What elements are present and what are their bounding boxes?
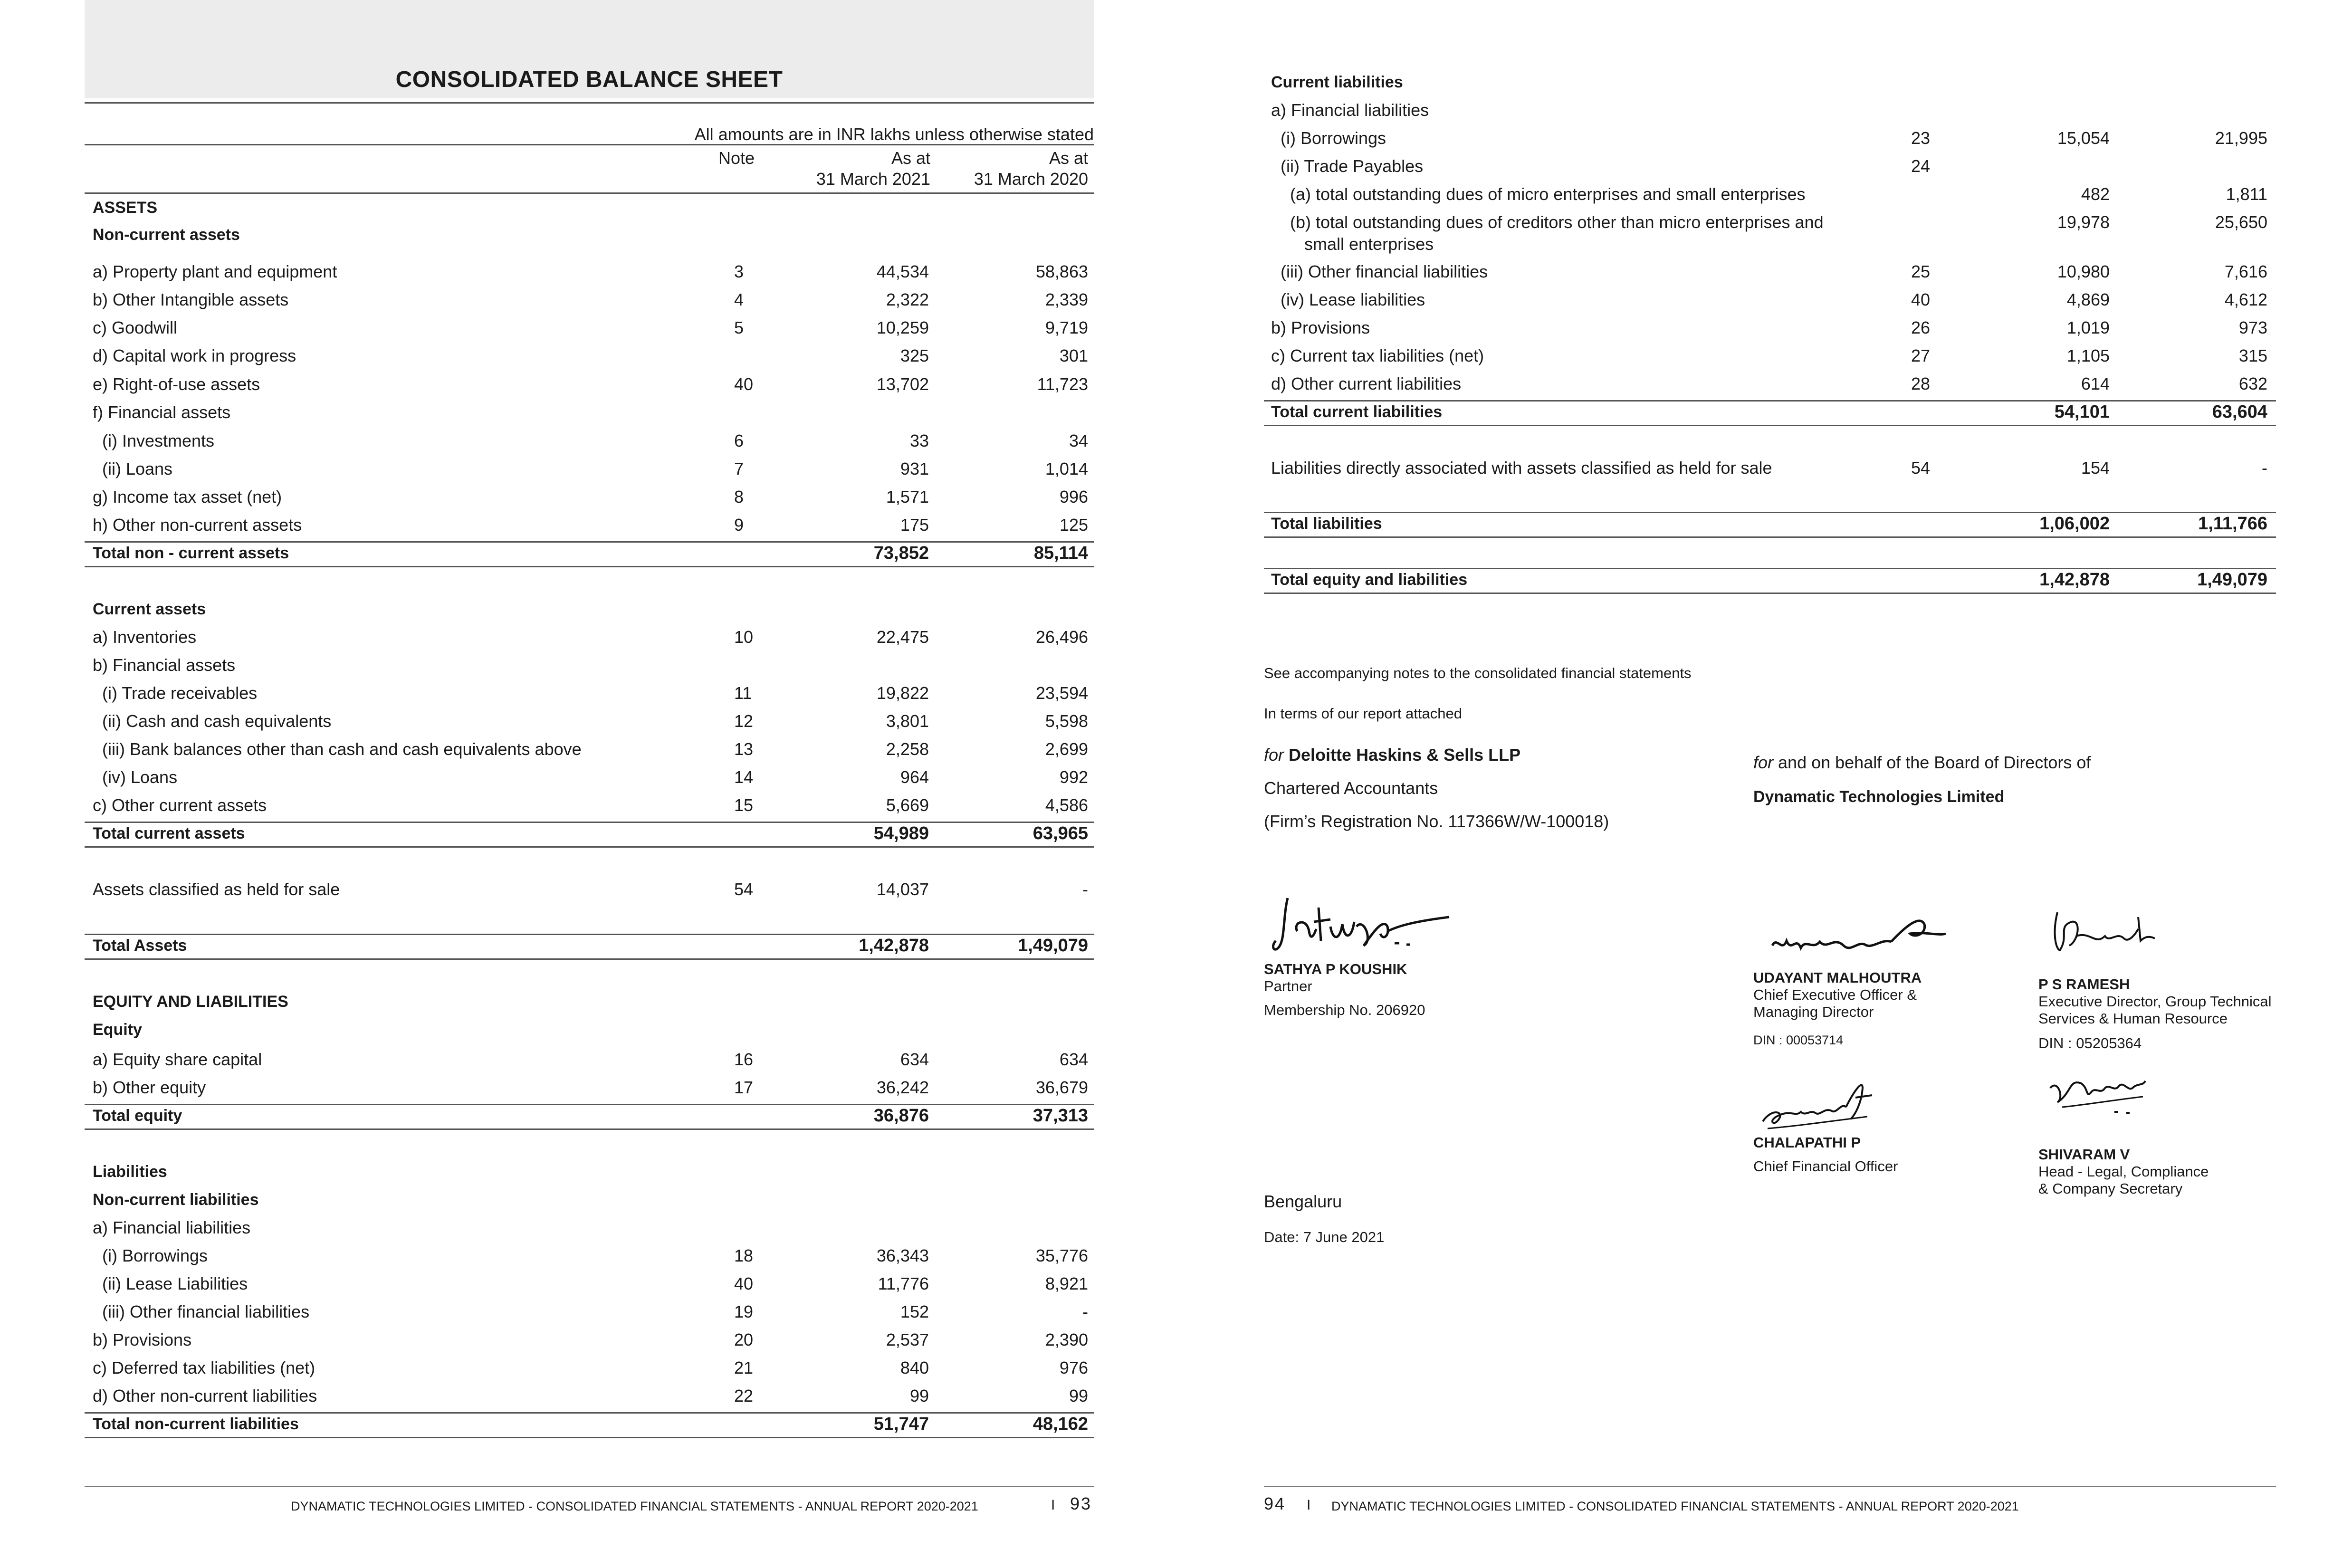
header-top-rule xyxy=(85,144,1094,145)
row-note: 7 xyxy=(734,459,744,478)
row-value-previous-year: 36,679 xyxy=(1035,1078,1088,1097)
total-rule-top xyxy=(1264,400,2276,402)
ed-title-2: Services & Human Resource xyxy=(2038,1010,2228,1027)
row-label: b) Financial assets xyxy=(93,655,236,675)
row-label: Total current assets xyxy=(93,824,245,842)
row-label: (ii) Cash and cash equivalents xyxy=(102,711,332,731)
total-rule-bottom xyxy=(1264,593,2276,594)
row-value-current-year: 5,669 xyxy=(886,795,929,815)
board-line xyxy=(1753,753,2091,773)
row-value-previous-year: 1,014 xyxy=(1045,459,1088,478)
cs-title-2: & Company Secretary xyxy=(2038,1180,2183,1197)
place: Bengaluru xyxy=(1264,1192,1342,1211)
row-label: (i) Trade receivables xyxy=(102,683,258,703)
row-value-previous-year: 63,604 xyxy=(2212,402,2267,422)
row-label: c) Goodwill xyxy=(93,318,178,337)
col-2021-header-a: As at xyxy=(891,148,930,168)
row-label: (iii) Other financial liabilities xyxy=(1281,262,1488,281)
partner-title: Partner xyxy=(1264,978,1312,994)
ed-title-1: Executive Director, Group Technical xyxy=(2038,993,2272,1010)
row-label-cont: small enterprises xyxy=(1304,234,1434,254)
row-note: 54 xyxy=(1911,458,1931,478)
right-footer-rule xyxy=(1264,1486,2276,1487)
row-label: (iv) Loans xyxy=(102,767,178,787)
row-value-previous-year: 1,11,766 xyxy=(2198,514,2267,534)
right-footer-sep: I xyxy=(1307,1497,1311,1513)
row-note: 40 xyxy=(734,374,754,394)
row-label: (iv) Lease liabilities xyxy=(1281,290,1425,309)
row-label: (ii) Loans xyxy=(102,459,173,478)
row-label: Total equity and liabilities xyxy=(1271,571,1468,589)
row-label: Current liabilities xyxy=(1271,73,1403,91)
row-label: a) Equity share capital xyxy=(93,1050,262,1069)
row-value-current-year: 2,322 xyxy=(886,290,929,309)
row-label: (b) total outstanding dues of creditors other than micro enterprises and xyxy=(1290,212,1824,232)
row-note: 18 xyxy=(734,1246,754,1265)
row-value-previous-year: 9,719 xyxy=(1045,318,1088,337)
partner-membership: Membership No. 206920 xyxy=(1264,1002,1425,1018)
header-bottom-rule xyxy=(85,192,1094,194)
row-value-current-year: 14,037 xyxy=(876,880,929,899)
cfo-title: Chief Financial Officer xyxy=(1753,1158,1898,1175)
auditor-firm: Deloitte Haskins & Sells LLP xyxy=(1289,745,1521,765)
row-value-previous-year: 1,811 xyxy=(2226,184,2267,204)
row-value-previous-year: 23,594 xyxy=(1035,683,1088,703)
row-value-previous-year: 1,49,079 xyxy=(2197,570,2267,590)
auditor-role: Chartered Accountants xyxy=(1264,778,1438,798)
row-note: 22 xyxy=(734,1386,754,1405)
signature-shivaram-icon xyxy=(2043,1060,2157,1121)
row-value-current-year: 2,258 xyxy=(886,739,929,759)
signing-date: Date: 7 June 2021 xyxy=(1264,1229,1385,1245)
row-value-previous-year: - xyxy=(2262,458,2267,478)
row-value-previous-year: 26,496 xyxy=(1035,627,1088,647)
row-note: 5 xyxy=(734,318,744,337)
row-label: d) Capital work in progress xyxy=(93,346,296,365)
cs-title-1: Head - Legal, Compliance xyxy=(2038,1163,2209,1180)
row-value-current-year: 1,571 xyxy=(886,487,929,507)
total-rule-bottom xyxy=(85,846,1094,848)
row-label: d) Other current liabilities xyxy=(1271,374,1462,393)
ceo-title-1: Chief Executive Officer & xyxy=(1753,986,1917,1003)
row-note: 54 xyxy=(734,880,754,899)
row-note: 15 xyxy=(734,795,754,815)
col-2020-header-a: As at xyxy=(1049,148,1088,168)
auditor-firm-line xyxy=(1264,745,1520,765)
total-rule-bottom xyxy=(1264,425,2276,426)
row-value-previous-year: 976 xyxy=(1059,1358,1088,1377)
row-label: a) Inventories xyxy=(93,627,197,647)
total-rule-bottom xyxy=(85,1128,1094,1130)
amounts-note: All amounts are in INR lakhs unless otherwise stated xyxy=(694,124,1094,144)
row-label: c) Other current assets xyxy=(93,795,267,815)
row-value-current-year: 51,747 xyxy=(873,1414,929,1434)
row-label: e) Right-of-use assets xyxy=(93,374,260,394)
row-value-previous-year: 48,162 xyxy=(1033,1414,1088,1434)
notes-line: See accompanying notes to the consolidated financial statements xyxy=(1264,665,1692,681)
row-value-current-year: 2,537 xyxy=(886,1330,929,1349)
row-label: (i) Borrowings xyxy=(102,1246,208,1265)
ed-din: DIN : 05205364 xyxy=(2038,1035,2142,1052)
row-value-previous-year: 992 xyxy=(1059,767,1088,787)
row-value-previous-year: 58,863 xyxy=(1035,262,1088,281)
row-note: 16 xyxy=(734,1050,754,1069)
row-value-previous-year: 8,921 xyxy=(1045,1274,1088,1293)
row-label: h) Other non-current assets xyxy=(93,515,302,535)
row-value-current-year: 54,989 xyxy=(873,823,929,843)
signature-udayant-icon xyxy=(1768,908,1948,960)
row-value-previous-year: 996 xyxy=(1059,487,1088,507)
row-note: 40 xyxy=(1911,290,1931,309)
total-rule-top xyxy=(85,934,1094,935)
row-label: Equity xyxy=(93,1021,142,1039)
row-value-previous-year: - xyxy=(1082,880,1088,899)
row-label: b) Other equity xyxy=(93,1078,206,1097)
left-footer-rule xyxy=(85,1486,1094,1487)
row-value-previous-year: 34 xyxy=(1069,431,1088,450)
ceo-name: UDAYANT MALHOUTRA xyxy=(1753,969,1922,986)
row-value-current-year: 3,801 xyxy=(886,711,929,731)
row-label: Liabilities directly associated with assets classified as held for sale xyxy=(1271,458,1772,478)
row-value-current-year: 19,822 xyxy=(876,683,929,703)
row-value-current-year: 1,42,878 xyxy=(2039,570,2110,590)
total-rule-top xyxy=(1264,512,2276,513)
row-value-previous-year: 632 xyxy=(2238,374,2267,393)
row-label: (i) Investments xyxy=(102,431,215,450)
row-note: 4 xyxy=(734,290,744,309)
row-label: Total Assets xyxy=(93,937,187,955)
row-label: (ii) Trade Payables xyxy=(1281,156,1424,176)
total-rule-top xyxy=(85,1412,1094,1414)
row-value-previous-year: 25,650 xyxy=(2215,212,2267,232)
row-value-current-year: 99 xyxy=(909,1386,929,1405)
right-page-number: 94 xyxy=(1264,1494,1286,1513)
total-rule-top xyxy=(1264,568,2276,569)
row-value-current-year: 36,876 xyxy=(873,1106,929,1126)
row-value-current-year: 840 xyxy=(900,1358,929,1377)
row-label: ASSETS xyxy=(93,199,158,217)
row-label: Non-current liabilities xyxy=(93,1191,259,1209)
row-value-current-year: 10,259 xyxy=(876,318,929,337)
row-note: 24 xyxy=(1911,156,1931,176)
row-value-current-year: 10,980 xyxy=(2057,262,2110,281)
row-note: 27 xyxy=(1911,346,1931,365)
board-company: Dynamatic Technologies Limited xyxy=(1753,788,2005,806)
page-title: CONSOLIDATED BALANCE SHEET xyxy=(395,67,783,92)
row-value-previous-year: 11,723 xyxy=(1037,374,1088,394)
row-note: 11 xyxy=(734,683,752,703)
row-label: (iii) Bank balances other than cash and cash equivalents above xyxy=(102,739,582,759)
row-label: Total liabilities xyxy=(1271,515,1382,533)
row-note: 17 xyxy=(734,1078,754,1097)
row-value-previous-year: 125 xyxy=(1059,515,1088,535)
cfo-name: CHALAPATHI P xyxy=(1753,1134,1861,1151)
title-rule xyxy=(85,102,1094,104)
row-label: Total current liabilities xyxy=(1271,403,1443,421)
row-value-current-year: 325 xyxy=(900,346,929,365)
row-label: Assets classified as held for sale xyxy=(93,880,340,899)
total-rule-bottom xyxy=(85,566,1094,567)
row-value-previous-year: 2,339 xyxy=(1045,290,1088,309)
row-label: Total non-current liabilities xyxy=(93,1415,299,1433)
row-value-current-year: 614 xyxy=(2081,374,2110,393)
auditor-for: for xyxy=(1264,745,1284,765)
row-value-current-year: 15,054 xyxy=(2057,128,2110,148)
row-value-current-year: 634 xyxy=(900,1050,929,1069)
row-value-previous-year: 37,313 xyxy=(1033,1106,1088,1126)
row-label: Current assets xyxy=(93,600,206,618)
row-note: 19 xyxy=(734,1302,754,1321)
row-note: 28 xyxy=(1911,374,1931,393)
row-note: 25 xyxy=(1911,262,1931,281)
row-note: 14 xyxy=(734,767,754,787)
row-value-current-year: 152 xyxy=(900,1302,929,1321)
cs-name: SHIVARAM V xyxy=(2038,1146,2130,1163)
row-label: Total non - current assets xyxy=(93,544,289,562)
row-value-previous-year: 4,612 xyxy=(2224,290,2267,309)
row-value-previous-year: - xyxy=(1082,1302,1088,1321)
ceo-din: DIN : 00053714 xyxy=(1753,1033,1844,1047)
row-value-current-year: 931 xyxy=(900,459,929,478)
row-label: (iii) Other financial liabilities xyxy=(102,1302,310,1321)
row-value-current-year: 1,019 xyxy=(2066,318,2110,337)
row-value-current-year: 1,42,878 xyxy=(859,936,929,956)
col-2021-header-b: 31 March 2021 xyxy=(816,169,930,189)
row-note: 23 xyxy=(1911,128,1931,148)
ceo-title-2: Managing Director xyxy=(1753,1004,1874,1020)
row-note: 8 xyxy=(734,487,744,507)
total-rule-bottom xyxy=(85,1437,1094,1438)
row-value-previous-year: 315 xyxy=(2238,346,2267,365)
row-value-current-year: 964 xyxy=(900,767,929,787)
row-value-current-year: 44,534 xyxy=(876,262,929,281)
row-value-current-year: 36,343 xyxy=(876,1246,929,1265)
row-label: (ii) Lease Liabilities xyxy=(102,1274,248,1293)
row-label: b) Provisions xyxy=(93,1330,192,1349)
right-footer-text: DYNAMATIC TECHNOLOGIES LIMITED - CONSOLIDATED FINANCIAL STATEMENTS - ANNUAL REPORT 2020-2021 xyxy=(1331,1499,2019,1513)
col-note-header: Note xyxy=(718,148,755,168)
total-rule-top xyxy=(85,822,1094,823)
board-for: for xyxy=(1753,753,1774,772)
total-rule-top xyxy=(85,541,1094,543)
row-label: c) Current tax liabilities (net) xyxy=(1271,346,1484,365)
row-label: a) Property plant and equipment xyxy=(93,262,337,281)
row-value-current-year: 36,242 xyxy=(876,1078,929,1097)
row-value-previous-year: 35,776 xyxy=(1035,1246,1088,1265)
row-value-current-year: 11,776 xyxy=(878,1274,929,1293)
row-label: b) Provisions xyxy=(1271,318,1370,337)
row-value-previous-year: 99 xyxy=(1069,1386,1088,1405)
row-note: 13 xyxy=(734,739,754,759)
row-label: Liabilities xyxy=(93,1163,167,1181)
row-note: 20 xyxy=(734,1330,754,1349)
row-value-previous-year: 2,699 xyxy=(1045,739,1088,759)
row-note: 10 xyxy=(734,627,754,647)
signature-chalapathi-icon xyxy=(1753,1069,1896,1136)
row-value-previous-year: 301 xyxy=(1059,346,1088,365)
row-note: 12 xyxy=(734,711,754,731)
row-value-current-year: 54,101 xyxy=(2054,402,2110,422)
row-label: g) Income tax asset (net) xyxy=(93,487,282,507)
row-value-current-year: 13,702 xyxy=(876,374,929,394)
row-value-previous-year: 634 xyxy=(1059,1050,1088,1069)
row-value-current-year: 73,852 xyxy=(873,543,929,563)
row-label: b) Other Intangible assets xyxy=(93,290,289,309)
row-value-previous-year: 973 xyxy=(2238,318,2267,337)
row-value-current-year: 482 xyxy=(2081,184,2110,204)
partner-name: SATHYA P KOUSHIK xyxy=(1264,961,1407,977)
row-note: 3 xyxy=(734,262,744,281)
row-value-current-year: 1,105 xyxy=(2066,346,2110,365)
row-label: EQUITY AND LIABILITIES xyxy=(93,993,288,1011)
report-line: In terms of our report attached xyxy=(1264,705,1462,722)
row-label: Total equity xyxy=(93,1107,182,1125)
row-value-current-year: 154 xyxy=(2081,458,2110,478)
col-2020-header-b: 31 March 2020 xyxy=(974,169,1088,189)
row-label: f) Financial assets xyxy=(93,402,231,422)
auditor-registration: (Firm’s Registration No. 117366W/W-100018) xyxy=(1264,812,1609,831)
row-value-current-year: 4,869 xyxy=(2066,290,2110,309)
row-value-previous-year: 1,49,079 xyxy=(1018,936,1088,956)
row-label: Non-current assets xyxy=(93,226,240,244)
row-value-current-year: 175 xyxy=(900,515,929,535)
signature-ramesh-icon xyxy=(2043,903,2157,960)
board-rest: and on behalf of the Board of Directors of xyxy=(1778,753,2091,772)
left-footer-sep: I xyxy=(1051,1497,1055,1513)
row-note: 9 xyxy=(734,515,744,535)
signature-sathya-icon xyxy=(1269,889,1459,960)
row-note: 40 xyxy=(734,1274,754,1293)
row-value-previous-year: 7,616 xyxy=(2224,262,2267,281)
left-page-number: 93 xyxy=(1070,1494,1092,1513)
row-note: 6 xyxy=(734,431,744,450)
row-value-current-year: 1,06,002 xyxy=(2039,514,2110,534)
row-value-previous-year: 63,965 xyxy=(1033,823,1088,843)
total-rule-bottom xyxy=(1264,536,2276,538)
total-rule-top xyxy=(85,1104,1094,1105)
row-value-previous-year: 4,586 xyxy=(1045,795,1088,815)
row-note: 21 xyxy=(734,1358,754,1377)
total-rule-bottom xyxy=(85,958,1094,960)
row-value-previous-year: 85,114 xyxy=(1033,543,1088,563)
row-note: 26 xyxy=(1911,318,1931,337)
row-label: a) Financial liabilities xyxy=(1271,100,1429,120)
row-value-current-year: 19,978 xyxy=(2057,212,2110,232)
row-value-current-year: 22,475 xyxy=(876,627,929,647)
row-label: d) Other non-current liabilities xyxy=(93,1386,317,1405)
row-label: (i) Borrowings xyxy=(1281,128,1386,148)
row-value-current-year: 33 xyxy=(909,431,929,450)
row-value-previous-year: 21,995 xyxy=(2215,128,2267,148)
row-label: (a) total outstanding dues of micro enterprises and small enterprises xyxy=(1290,184,1806,204)
ed-name: P S RAMESH xyxy=(2038,976,2130,993)
left-footer-text: DYNAMATIC TECHNOLOGIES LIMITED - CONSOLIDATED FINANCIAL STATEMENTS - ANNUAL REPORT 2020-2021 xyxy=(291,1499,978,1513)
row-value-previous-year: 2,390 xyxy=(1045,1330,1088,1349)
row-label: c) Deferred tax liabilities (net) xyxy=(93,1358,316,1377)
row-label: a) Financial liabilities xyxy=(93,1218,251,1237)
row-value-previous-year: 5,598 xyxy=(1045,711,1088,731)
